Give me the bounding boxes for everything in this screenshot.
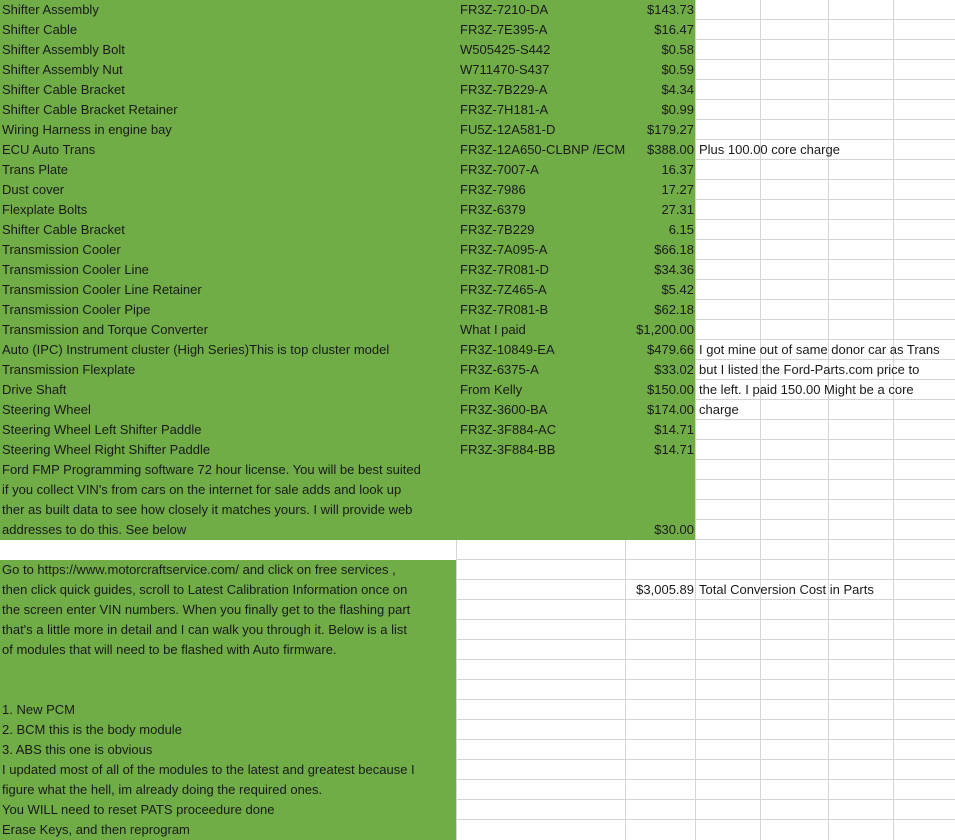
instruction-line: Erase Keys, and then reprogram (2, 822, 190, 837)
part-number-cell[interactable]: FR3Z-7986 (460, 182, 526, 197)
part-name-cell[interactable]: Shifter Cable Bracket (2, 222, 125, 237)
part-price-cell[interactable]: 27.31 (661, 202, 694, 217)
part-name-cell[interactable]: Transmission Cooler Line Retainer (2, 282, 202, 297)
part-note-cell[interactable]: but I listed the Ford-Parts.com price to (699, 362, 920, 377)
part-number-cell[interactable]: From Kelly (460, 382, 523, 397)
instruction-line: then click quick guides, scroll to Latest Calibration Information once on (2, 582, 408, 597)
row-divider (695, 19, 955, 20)
part-name-cell[interactable]: Auto (IPC) Instrument cluster (High Series)This is top cluster model (2, 342, 390, 357)
part-name-cell[interactable]: Shifter Assembly Nut (2, 62, 123, 77)
row-divider (695, 519, 955, 520)
part-number-cell[interactable]: FR3Z-7E395-A (460, 22, 548, 37)
column-divider (828, 0, 829, 840)
part-name-cell[interactable]: Transmission and Torque Converter (2, 322, 208, 337)
instruction-line: You WILL need to reset PATS proceedure done (2, 802, 275, 817)
part-name-cell[interactable]: Transmission Flexplate (2, 362, 136, 377)
part-number-cell[interactable]: FR3Z-7B229-A (460, 82, 548, 97)
instruction-line: I updated most of all of the modules to the latest and greatest because I (2, 762, 415, 777)
row-divider (695, 99, 955, 100)
total-label-cell[interactable]: Total Conversion Cost in Parts (699, 582, 874, 597)
row-divider (695, 59, 955, 60)
row-divider (695, 279, 955, 280)
part-price-cell[interactable]: $388.00 (647, 142, 694, 157)
part-number-cell[interactable]: FR3Z-10849-EA (460, 342, 555, 357)
instruction-line: 3. ABS this one is obvious (2, 742, 153, 757)
row-divider (695, 539, 955, 540)
part-price-cell[interactable]: $0.99 (661, 102, 694, 117)
part-number-cell[interactable]: FR3Z-3F884-AC (460, 422, 557, 437)
part-note-cell[interactable]: I got mine out of same donor car as Trans (699, 342, 940, 357)
part-name-cell[interactable]: Wiring Harness in engine bay (2, 122, 172, 137)
part-price-cell[interactable]: 16.37 (661, 162, 694, 177)
instruction-line: 2. BCM this is the body module (2, 722, 182, 737)
row-divider (695, 439, 955, 440)
part-price-cell[interactable]: $5.42 (661, 282, 694, 297)
part-name-cell[interactable]: Shifter Assembly (2, 2, 99, 17)
software-line: if you collect VIN's from cars on the internet for sale adds and look up (2, 482, 402, 497)
part-price-cell[interactable]: $14.71 (654, 442, 694, 457)
part-number-cell[interactable]: FR3Z-7B229 (460, 222, 535, 237)
row-divider (456, 639, 955, 640)
part-number-cell[interactable]: FR3Z-6379 (460, 202, 526, 217)
row-divider (456, 759, 955, 760)
part-number-cell[interactable]: FR3Z-7H181-A (460, 102, 549, 117)
part-price-cell[interactable]: $1,200.00 (636, 322, 694, 337)
row-divider (695, 319, 955, 320)
part-name-cell[interactable]: Shifter Assembly Bolt (2, 42, 125, 57)
instruction-line: of modules that will need to be flashed with Auto firmware. (2, 642, 337, 657)
part-number-cell[interactable]: FR3Z-7R081-B (460, 302, 549, 317)
row-divider (695, 79, 955, 80)
software-line: addresses to do this. See below (2, 522, 187, 537)
part-price-cell[interactable]: $62.18 (654, 302, 694, 317)
part-name-cell[interactable]: Trans Plate (2, 162, 68, 177)
part-name-cell[interactable]: Steering Wheel (2, 402, 91, 417)
part-name-cell[interactable]: Steering Wheel Right Shifter Paddle (2, 442, 211, 457)
row-divider (695, 39, 955, 40)
part-number-cell[interactable]: FR3Z-3600-BA (460, 402, 548, 417)
row-divider (456, 619, 955, 620)
part-number-cell[interactable]: FR3Z-7007-A (460, 162, 539, 177)
row-divider (456, 559, 955, 560)
part-price-cell[interactable]: $0.58 (661, 42, 694, 57)
instruction-line: 1. New PCM (2, 702, 75, 717)
row-divider (456, 679, 955, 680)
part-note-cell[interactable]: charge (699, 402, 739, 417)
part-price-cell[interactable]: 6.15 (668, 222, 694, 237)
part-name-cell[interactable]: Steering Wheel Left Shifter Paddle (2, 422, 202, 437)
part-price-cell[interactable]: $0.59 (661, 62, 694, 77)
part-note-cell[interactable]: the left. I paid 150.00 Might be a core (699, 382, 914, 397)
column-divider (695, 0, 696, 840)
part-note-cell[interactable]: Plus 100.00 core charge (699, 142, 840, 157)
part-name-cell[interactable]: Shifter Cable Bracket Retainer (2, 102, 178, 117)
part-number-cell[interactable]: W711470-S437 (460, 62, 550, 77)
part-number-cell[interactable]: FR3Z-3F884-BB (460, 442, 556, 457)
total-amount-cell[interactable]: $3,005.89 (636, 582, 694, 597)
part-price-cell[interactable]: $479.66 (647, 342, 694, 357)
part-price-cell[interactable]: $66.18 (654, 242, 694, 257)
part-name-cell[interactable]: Shifter Cable Bracket (2, 82, 125, 97)
row-divider (695, 239, 955, 240)
row-divider (456, 779, 955, 780)
row-divider (695, 199, 955, 200)
part-name-cell[interactable]: ECU Auto Trans (2, 142, 96, 157)
part-price-cell[interactable]: $4.34 (661, 82, 694, 97)
row-divider (456, 819, 955, 820)
part-number-cell[interactable]: FR3Z-7R081-D (460, 262, 549, 277)
instruction-line: Go to https://www.motorcraftservice.com/ and click on free services , (2, 562, 396, 577)
part-price-cell[interactable]: $16.47 (654, 22, 694, 37)
part-price-cell[interactable]: $33.02 (654, 362, 694, 377)
row-divider (695, 479, 955, 480)
software-line: ther as built data to see how closely it matches yours. I will provide web (2, 502, 413, 517)
row-divider (695, 299, 955, 300)
instruction-line: the screen enter VIN numbers. When you finally get to the flashing part (2, 602, 411, 617)
part-price-cell[interactable]: $174.00 (647, 402, 694, 417)
row-divider (695, 499, 955, 500)
part-number-cell[interactable]: FR3Z-6375-A (460, 362, 539, 377)
instruction-line: that's a little more in detail and I can walk you through it. Below is a list (2, 622, 407, 637)
software-price-cell[interactable]: $30.00 (654, 522, 694, 537)
column-divider (893, 0, 894, 840)
part-number-cell[interactable]: FU5Z-12A581-D (460, 122, 556, 137)
part-number-cell[interactable]: FR3Z-7210-DA (460, 2, 549, 17)
part-name-cell[interactable]: Dust cover (2, 182, 65, 197)
row-divider (456, 659, 955, 660)
part-number-cell[interactable]: What I paid (460, 322, 526, 337)
part-price-cell[interactable]: $179.27 (647, 122, 694, 137)
part-price-cell[interactable]: $34.36 (654, 262, 694, 277)
part-number-cell[interactable]: FR3Z-7A095-A (460, 242, 548, 257)
part-number-cell[interactable]: FR3Z-12A650-CLBNP /ECM (460, 142, 626, 157)
software-line: Ford FMP Programming software 72 hour license. You will be best suited (2, 462, 421, 477)
part-name-cell[interactable]: Shifter Cable (2, 22, 78, 37)
row-divider (456, 799, 955, 800)
row-divider (456, 699, 955, 700)
part-name-cell[interactable]: Drive Shaft (2, 382, 67, 397)
row-divider (456, 719, 955, 720)
part-price-cell[interactable]: $14.71 (654, 422, 694, 437)
part-number-cell[interactable]: FR3Z-7Z465-A (460, 282, 547, 297)
part-name-cell[interactable]: Transmission Cooler Pipe (2, 302, 151, 317)
part-number-cell[interactable]: W505425-S442 (460, 42, 551, 57)
part-name-cell[interactable]: Transmission Cooler Line (2, 262, 149, 277)
part-price-cell[interactable]: $150.00 (647, 382, 694, 397)
row-divider (695, 459, 955, 460)
row-divider (695, 259, 955, 260)
part-price-cell[interactable]: 17.27 (661, 182, 694, 197)
row-divider (695, 179, 955, 180)
part-price-cell[interactable]: $143.73 (647, 2, 694, 17)
column-divider (760, 0, 761, 840)
part-name-cell[interactable]: Transmission Cooler (2, 242, 121, 257)
instruction-line: figure what the hell, im already doing the required ones. (2, 782, 323, 797)
row-divider (695, 219, 955, 220)
part-name-cell[interactable]: Flexplate Bolts (2, 202, 88, 217)
row-divider (456, 739, 955, 740)
row-divider (695, 119, 955, 120)
